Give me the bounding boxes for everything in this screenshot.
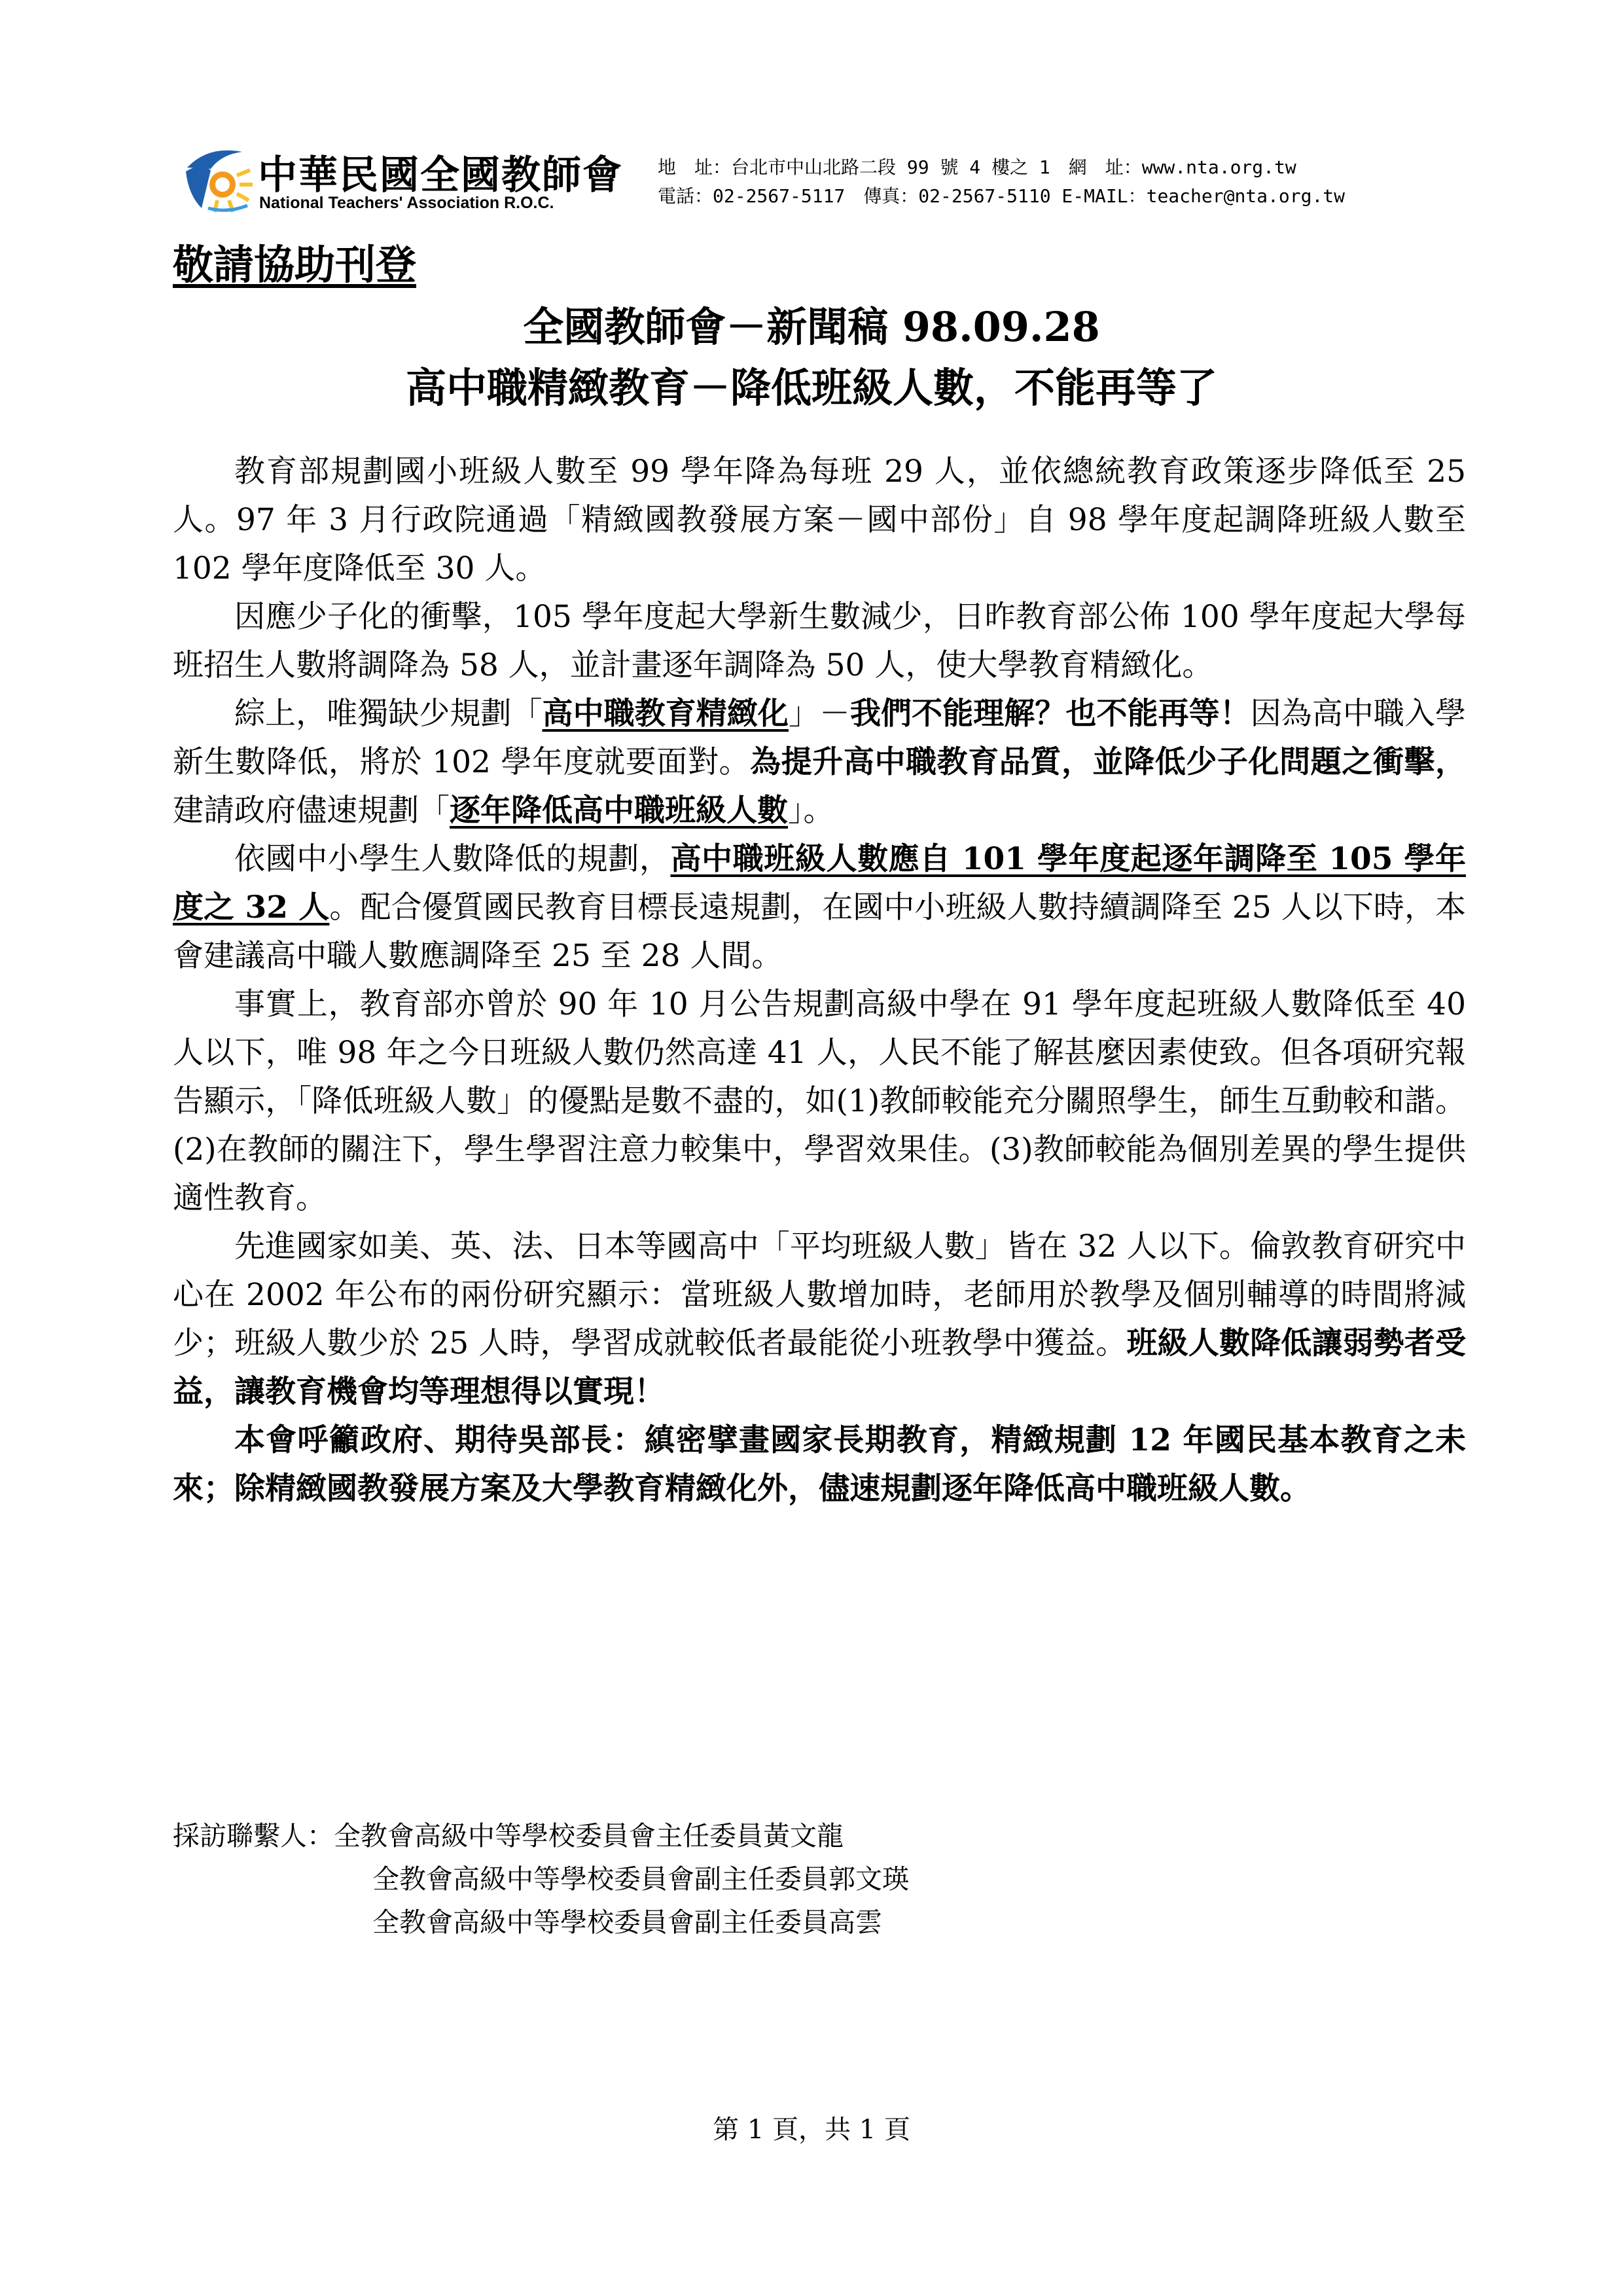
paragraph-3 [173, 690, 1466, 835]
paragraph-2: 因應少子化的衝擊，105 學年度起大學新生數減少，日昨教育部公佈 100 學年度起大學每班招生人數將調降為 58 人，並計畫逐年調降為 50 人，使大學教育精緻化。 [173, 599, 1466, 683]
publication-notice: 敬請協助刊登 [173, 241, 417, 289]
p4-emphasis-target: 高中職班級人數應自 101 學年度起逐年調降至 105 學年度之 32 人 [173, 841, 1466, 925]
p4-text-a: 依國中小學生人數降低的規劃， [234, 841, 671, 877]
contact-info [658, 153, 1345, 211]
paragraph-4 [173, 835, 1466, 980]
phone-line: 電話：02-2567-5117 傳真：02-2567-5110 E-MAIL：teacher@nta.org.tw [658, 185, 1346, 207]
p3-emphasis-refinement: 高中職教育精緻化 [542, 696, 789, 732]
p6-text-a: 先進國家如美、英、法、日本等國高中「平均班級人數」皆在 32 人以下。倫敦教育研究中心在 2002 年公布的兩份研究顯示：當班級人數增加時，老師用於教學及個別輔導的時間將減少；班級人數少於 25 人時，學習成就較低者最能從小班教學中獲益。 [173, 1229, 1466, 1361]
page-number: 第 1 頁，共 1 頁 [713, 2115, 910, 2145]
p6-emphasis: 班級人數降低讓弱勢者受益，讓教育機會均等理想得以實現！ [173, 1325, 1467, 1410]
p3-text-e: 因為高中職入學新生數降低，將於 102 學年度就要面對。 [173, 696, 1467, 780]
p3-emphasis-reduce-class-size: 逐年降低高中職班級人數 [450, 793, 788, 829]
p4-text-c: 。配合優質國民教育目標長遠規劃，在國中小班級人數持續調降至 25 人以下時，本會建議高中職人數應調降至 25 至 28 人間。 [173, 889, 1466, 974]
p3-text-g: 建請政府儘速規劃「 [173, 793, 450, 829]
paragraph-1: 教育部規劃國小班級人數至 99 學年降為每班 29 人，並依總統教育政策逐步降低至 25 人。97 年 3 月行政院通過「精緻國教發展方案－國中部份」自 98 學年度起調降班級人數至 102 學年度降低至 30 人。 [173, 454, 1466, 586]
p3-text-i: 」。 [788, 793, 834, 829]
paragraph-5: 事實上，教育部亦曾於 90 年 10 月公告規劃高級中學在 91 學年度起班級人數降低至 40 人以下，唯 98 年之今日班級人數仍然高達 41 人，人民不能了解甚麼因素使致。但各項研究報告顯示，「降低班級人數」的優點是數不盡的，如(1)教師較能充分關照學生，師生互動較和諧。(2)在教師的關注下，學生學習注意力較集中，學習效果佳。(3)教師較能為個別差異的學生提供適性教育。 [173, 986, 1466, 1216]
teacher-logo-icon [182, 143, 254, 213]
press-release-headline: 高中職精緻教育－降低班級人數，不能再等了 [405, 364, 1217, 412]
contact-person: 全教會高級中等學校委員會主任委員黃文龍 [334, 1820, 844, 1852]
contact-person: 全教會高級中等學校委員會副主任委員高雲 [372, 1907, 882, 1938]
org-name-cn: 中華民國全國教師會 [258, 152, 623, 198]
press-release-title: 全國教師會－新聞稿 98.09.28 [523, 303, 1100, 351]
interview-contacts [173, 1814, 909, 1944]
p3-emphasis-quality: 為提升高中職教育品質，並降低少子化問題之衝擊， [750, 744, 1466, 780]
paragraph-6 [173, 1223, 1466, 1416]
address-line: 地 址：台北市中山北路二段 99 號 4 樓之 1 網 址：www.nta.org.tw [658, 156, 1296, 178]
paragraph-7 [173, 1416, 1466, 1513]
contacts-label: 採訪聯繫人： [173, 1820, 334, 1852]
p3-text-c: 」－ [788, 696, 850, 732]
p3-emphasis-cannot-wait: 我們不能理解？也不能再等！ [850, 696, 1251, 732]
org-name-en: National Teachers' Association R.O.C. [259, 194, 554, 212]
article-body [173, 448, 1466, 1513]
p3-text-a: 綜上，唯獨缺少規劃「 [234, 696, 543, 732]
org-logo [182, 139, 623, 217]
contact-person: 全教會高級中等學校委員會副主任委員郭文瑛 [372, 1863, 909, 1895]
p7-emphasis: 本會呼籲政府、期待吳部長：縝密擘畫國家長期教育，精緻規劃 12 年國民基本教育之未來；除精緻國教發展方案及大學教育精緻化外，儘速規劃逐年降低高中職班級人數。 [173, 1422, 1466, 1507]
